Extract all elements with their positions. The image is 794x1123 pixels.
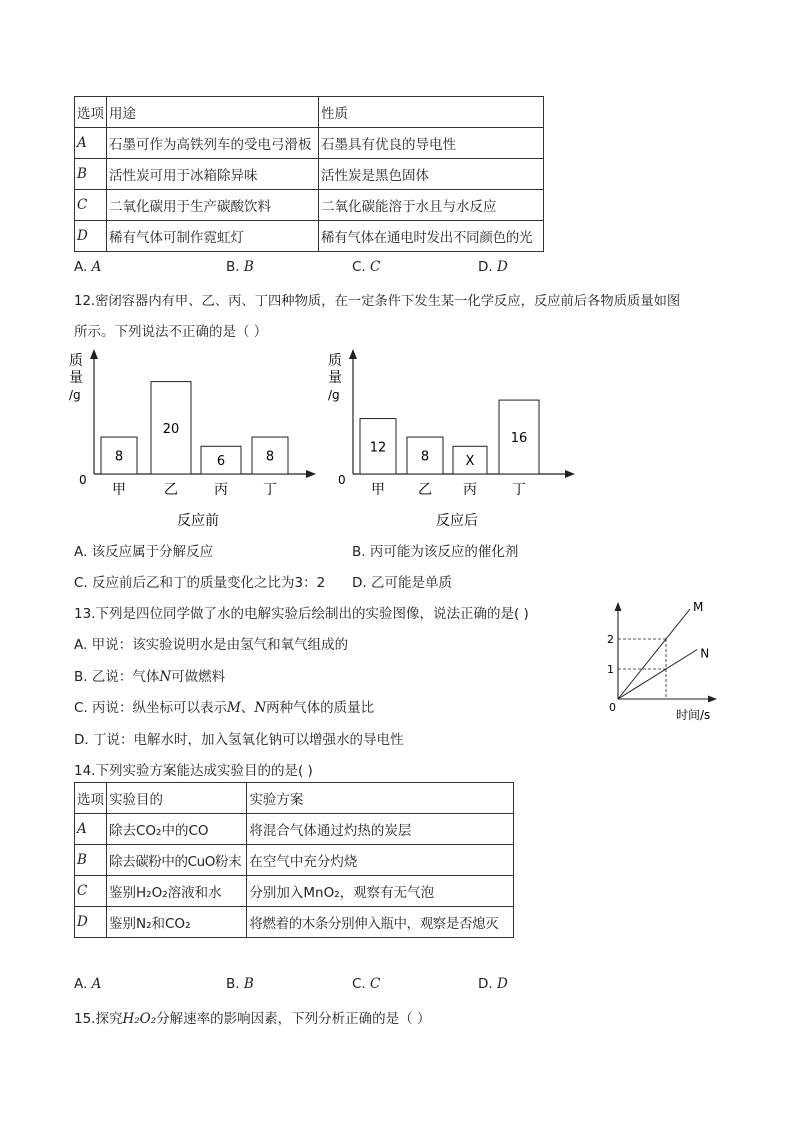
table-row [75,221,544,252]
row-use: 稀有气体可制作霓虹灯 [107,221,319,252]
row-purpose: 鉴别N₂和CO₂ [107,907,247,938]
choice-prefix: C. [352,259,371,275]
row-purpose: 除去CO₂中的CO [107,814,247,845]
y-axis-arrow [615,602,622,611]
row-property: 活性炭是黑色固体 [318,159,543,190]
row-property: 二氧化碳能溶于水且与水反应 [318,190,543,221]
category-label: 甲 [371,482,385,498]
category-label: 甲 [112,482,126,498]
choice-value: C [370,976,381,992]
row-use: 石墨可作为高铁列车的受电弓滑板 [107,128,319,159]
choice-prefix: C. [352,976,371,992]
data-label: 16 [510,431,528,447]
ylabel-char: 量 [69,370,83,386]
data-label: 8 [114,449,124,465]
choice-prefix: A. [74,259,92,275]
var: N [254,700,267,716]
var: N [159,669,172,685]
row-option: C [75,190,107,221]
q13-choice-c[interactable] [74,696,374,716]
choice-prefix: A. [74,976,92,992]
origin-label: 0 [338,473,346,487]
choice-c[interactable] [352,259,380,275]
choice-value: D [496,976,508,992]
row-use: 活性炭可用于冰箱除异味 [107,159,319,190]
text: 、 [240,700,255,716]
origin-label: 0 [609,701,616,714]
text: B. 乙说：气体 [74,669,160,685]
text: 两种气体的质量比 [266,700,375,716]
ylabel-unit: /g [328,388,340,402]
q12-choice-a[interactable]: A. 该反应属于分解反应 [74,544,214,560]
ylabel-char: 质 [69,353,83,369]
header-option: 选项 [75,783,107,814]
formula: H₂O₂ [122,1011,157,1027]
q13-choice-a[interactable]: A. 甲说：该实验说明水是由氢气和氧气组成的 [74,637,349,653]
category-label: 丁 [512,482,526,498]
data-label: 20 [162,421,180,437]
category-label: 丁 [263,482,277,498]
row-option: D [75,907,107,938]
choice-prefix: D. [478,259,497,275]
series-label: N [700,646,710,661]
choice-a[interactable] [74,259,101,275]
chart-after [328,349,575,529]
data-label: 6 [216,454,226,470]
q13-choice-d[interactable]: D. 丁说：电解水时，加入氢氧化钠可以增强水的导电性 [74,732,404,748]
row-option: A [75,814,107,845]
ylabel-char: 量 [328,370,342,386]
q12-choice-c[interactable]: C. 反应前后乙和丁的质量变化之比为3：2 [74,575,326,591]
row-purpose: 鉴别H₂O₂溶液和水 [107,876,247,907]
q12-choice-d[interactable]: D. 乙可能是单质 [352,575,452,591]
text: C. 丙说：纵坐标可以表示 [74,700,228,716]
x-axis-arrow [565,470,575,478]
choice-d[interactable] [478,976,508,992]
text: 15.探究 [74,1011,123,1027]
header-option: 选项 [75,97,107,128]
ylabel-unit: /g [69,388,81,402]
origin-label: 0 [79,473,87,487]
ylabel-char: 质 [328,353,342,369]
row-option: D [75,221,107,252]
header-plan: 实验方案 [247,783,514,814]
header-purpose: 实验目的 [107,783,247,814]
chart-mn [607,600,717,722]
choice-value: A [91,976,102,992]
choice-b[interactable] [226,976,254,992]
q13-stem: 13.下列是四位同学做了水的电解实验后绘制出的实验图像，说法正确的是( ) [74,606,529,622]
text: 可做燃料 [171,669,226,685]
data-label: 12 [369,440,387,456]
table-row [75,845,514,876]
choice-b[interactable] [226,259,254,275]
chart-title: 反应后 [436,513,478,529]
q15-stem [74,1007,430,1027]
choice-value: A [91,259,102,275]
row-plan: 分别加入MnO₂，观察有无气泡 [247,876,514,907]
q12-charts [60,345,580,535]
q12-stem-line1: 12.密闭容器内有甲、乙、丙、丁四种物质，在一定条件下发生某一化学反应，反应前后各物质质量如图 [74,294,681,309]
row-property: 稀有气体在通电时发出不同颜色的光 [318,221,543,252]
choice-prefix: B. [226,976,244,992]
row-option: B [75,159,107,190]
x-axis-label: 时间/s [676,708,711,722]
row-use: 二氧化碳用于生产碳酸饮料 [107,190,319,221]
q13-graph [596,598,726,724]
y-axis-arrow [349,349,357,359]
data-label: 8 [265,449,275,465]
q14-table [74,782,514,938]
row-option: B [75,845,107,876]
var: M [227,700,241,716]
choice-prefix: D. [478,976,497,992]
table-row [75,159,544,190]
row-plan: 将燃着的木条分别伸入瓶中，观察是否熄灭 [247,907,514,938]
table-header-row [75,97,544,128]
chart-title: 反应前 [177,513,219,529]
table-row [75,814,514,845]
choice-value: B [243,259,254,275]
q12-choice-b[interactable]: B. 丙可能为该反应的催化剂 [352,544,519,560]
choice-prefix: B. [226,259,244,275]
q12-stem-line2: 所示。下列说法不正确的是（ ） [74,324,268,340]
choice-a[interactable] [74,976,101,992]
category-label: 乙 [164,482,178,498]
x-axis-arrow [306,470,316,478]
series-line [618,650,697,700]
data-label: X [465,454,475,470]
row-purpose: 除去碳粉中的CuO粉末 [107,845,247,876]
series-label: M [693,600,704,614]
q11-table [74,96,544,252]
table-row [75,128,544,159]
data-label: 8 [420,449,430,465]
y-axis-arrow [90,349,98,359]
choice-d[interactable] [478,259,508,275]
q13-choice-b[interactable] [74,665,225,685]
choice-c[interactable] [352,976,380,992]
table-row [75,876,514,907]
row-option: A [75,128,107,159]
row-property: 石墨具有优良的导电性 [318,128,543,159]
row-plan: 在空气中充分灼烧 [247,845,514,876]
y-tick-label: 2 [607,633,614,646]
q14-stem: 14.下列实验方案能达成实验目的的是( ) [74,763,313,779]
row-option: C [75,876,107,907]
table-row [75,907,514,938]
choice-value: C [370,259,381,275]
choice-value: B [243,976,254,992]
header-property: 性质 [318,97,543,128]
y-tick-label: 1 [607,663,614,676]
text: 分解速率的影响因素，下列分析正确的是（ ） [156,1011,431,1027]
category-label: 乙 [418,482,432,498]
chart-before [69,349,316,529]
x-axis-arrow [708,696,717,703]
row-plan: 将混合气体通过灼热的炭层 [247,814,514,845]
category-label: 丙 [463,482,477,498]
series-line [618,609,690,699]
choice-value: D [496,259,508,275]
table-row [75,190,544,221]
header-use: 用途 [107,97,319,128]
category-label: 丙 [214,482,228,498]
table-header-row [75,783,514,814]
